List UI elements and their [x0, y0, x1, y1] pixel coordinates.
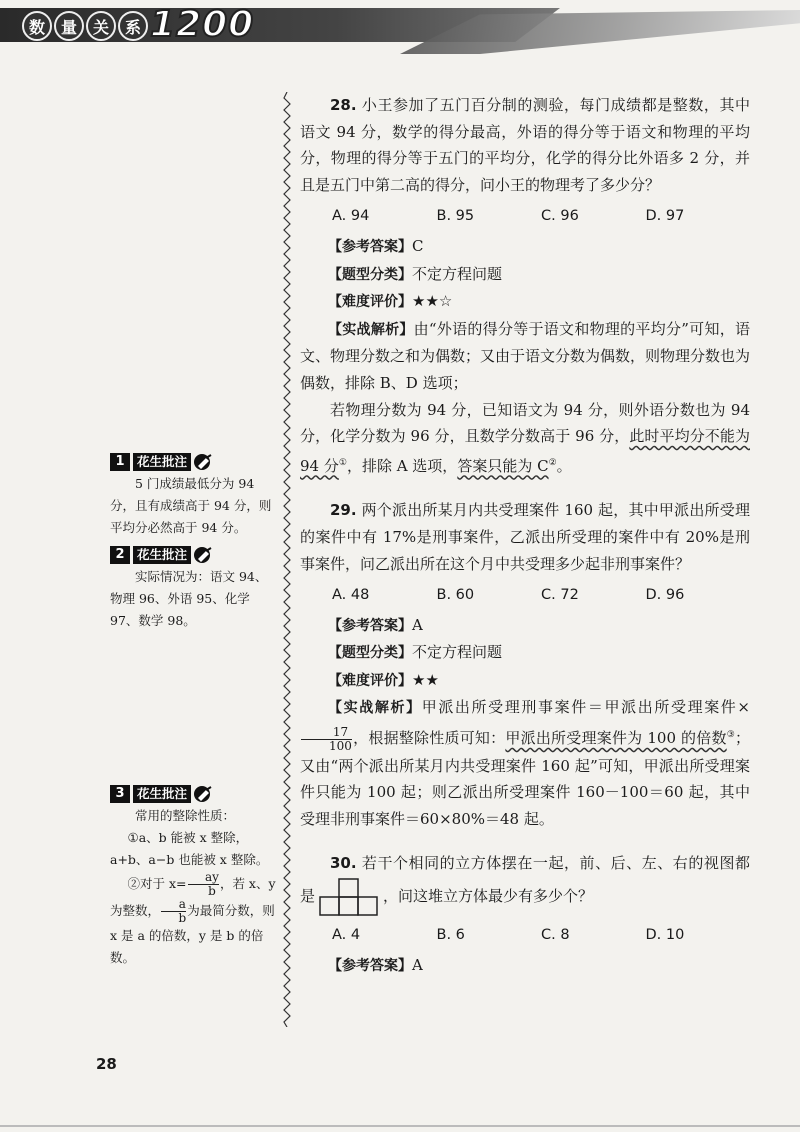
answer-value: C: [412, 236, 424, 255]
fraction-numerator: ay: [205, 870, 219, 884]
question-29: [300, 497, 750, 832]
fraction-denominator: b: [208, 884, 216, 898]
type-label: 【题型分类】: [328, 266, 412, 283]
spacer: [300, 832, 750, 850]
type-label: 【题型分类】: [328, 645, 412, 662]
answer-row: [328, 233, 750, 261]
question-text: [300, 497, 750, 577]
note-text: ①a、b 能被 x 整除，a+b、a−b 也能被 x 整除。: [110, 830, 269, 867]
note-number: 3: [110, 785, 130, 803]
analysis-text: [300, 397, 750, 480]
fraction: [301, 726, 352, 753]
type-row: [328, 639, 750, 667]
wavy-underline-text: 答案只能为 C: [457, 456, 549, 475]
type-row: [328, 261, 750, 289]
fraction: [161, 898, 186, 925]
question-body: 小王参加了五门百分制的测验，每门成绩都是整数，其中语文 94 分，数学的得分最高，外语的得分等于语文和物理的平均分，物理的得分等于五门的平均分，化学的得分比外语多 2 分，并且是五门中第二高的得分，问小王的物理考了多少分？: [300, 96, 750, 194]
analysis-part: ；又由“两个派出所某月内共受理案件 160 起”可知，甲派出所受理案件只能为 100 起；则乙派出所受理案件 160－100＝60 起，其中受理非刑事案件＝60×80%＝48 起。: [300, 729, 750, 828]
question-body: ，问这堆立方体最少有多少个？: [383, 886, 594, 905]
question-body: 若干个相同的立方体摆在一起，前、后、左、右的视图都是: [300, 854, 750, 905]
analysis-part: 甲派出所受理刑事案件＝甲派出所受理案件×: [421, 698, 750, 717]
fraction-denominator: 100: [329, 738, 352, 753]
footnote-marker: ①: [338, 457, 347, 468]
note-number: 1: [110, 453, 130, 471]
option-d: D. 10: [645, 926, 685, 943]
note-text-part: ②对于 x=: [127, 876, 187, 891]
question-30: [300, 850, 750, 979]
option-c: C. 96: [541, 208, 579, 225]
answer-label: 【参考答案】: [328, 617, 412, 634]
spacer: [300, 479, 750, 497]
answer-value: A: [412, 615, 423, 634]
pen-icon: [193, 453, 215, 471]
header-char: 关: [86, 11, 116, 41]
footnote-marker: ③: [726, 730, 735, 741]
fraction-numerator: a: [178, 897, 186, 911]
note-text: [110, 871, 278, 969]
answer-row: [328, 952, 750, 980]
side-note-1: [110, 453, 278, 539]
fraction-denominator: b: [178, 911, 187, 925]
question-number: 30.: [330, 854, 357, 873]
question-body: 两个派出所某月内共受理案件 160 起，其中甲派出所受理的案件中有 17%是刑事案件，乙派出所受理的案件中有 20%是刑事案件，问乙派出所在这个月中共受理多少起非刑事案件？: [300, 501, 750, 573]
pen-icon: [193, 785, 215, 803]
option-a: A. 48: [332, 587, 370, 604]
type-value: 不定方程问题: [412, 264, 503, 283]
answer-label: 【参考答案】: [328, 957, 412, 974]
analysis-label: 【实战解析】: [328, 321, 414, 338]
analysis-text: [300, 694, 750, 832]
wavy-underline-text: 甲派出所受理案件为 100 的倍数: [505, 729, 727, 748]
fraction-numerator: 17: [332, 724, 349, 739]
note-header: [110, 785, 278, 803]
option-b: B. 6: [436, 926, 465, 943]
bottom-rule: [0, 1125, 800, 1127]
difficulty-label: 【难度评价】: [328, 672, 412, 689]
option-a: A. 4: [332, 926, 361, 943]
options: [332, 203, 750, 230]
question-text: [300, 850, 750, 917]
option-c: C. 8: [541, 926, 570, 943]
note-text: 实际情况为：语文 94、物理 96、外语 95、化学 97、数学 98。: [110, 569, 268, 628]
note-header: [110, 453, 278, 471]
side-note-2: [110, 546, 278, 632]
option-a: A. 94: [332, 208, 370, 225]
difficulty-stars: ★★: [412, 670, 439, 689]
option-c: C. 72: [541, 587, 579, 604]
note-header: [110, 546, 278, 564]
note-title: 花生批注: [133, 453, 191, 471]
note-text: 常用的整除性质：: [135, 808, 236, 823]
analysis-body: 由“外语的得分等于语文和物理的平均分”可知，语文、物理分数之和为偶数；又由于语文分数为偶数，则物理分数也为偶数，排除 B、D 选项；: [300, 319, 751, 392]
analysis-part: ，排除 A 选项，: [346, 456, 458, 475]
main-content: [300, 92, 750, 979]
note-title: 花生批注: [133, 785, 191, 803]
header-char: 系: [118, 11, 148, 41]
option-b: B. 60: [436, 587, 475, 604]
note-title: 花生批注: [133, 546, 191, 564]
header-number: 1200: [150, 4, 255, 45]
header-char: 数: [22, 11, 52, 41]
note-number: 2: [110, 546, 130, 564]
side-note-3: [110, 785, 278, 969]
difficulty-row: [328, 667, 750, 695]
wavy-underline-text: 此时平均分不能为 94 分: [300, 427, 750, 475]
analysis-text: [300, 316, 750, 397]
cube-view-figure: [317, 877, 381, 917]
question-text: [300, 92, 750, 198]
analysis-label: 【实战解析】: [328, 700, 422, 717]
options: [332, 922, 750, 949]
note-text-part: 为最简分数，则 x 是 a 的倍数，y 是 b 的倍数。: [110, 903, 275, 965]
fraction: [188, 871, 219, 898]
option-b: B. 95: [436, 208, 475, 225]
difficulty-row: [328, 288, 750, 316]
question-number: 28.: [330, 96, 357, 114]
option-d: D. 97: [645, 208, 685, 225]
analysis-part: 。: [556, 456, 572, 475]
question-28: [300, 92, 750, 479]
page-number: 28: [96, 1055, 117, 1073]
question-number: 29.: [330, 501, 357, 520]
options: [332, 582, 750, 609]
footnote-marker: ②: [548, 457, 557, 468]
answer-value: A: [412, 955, 423, 974]
header-char: 量: [54, 11, 84, 41]
pen-icon: [193, 546, 215, 564]
column-divider: [281, 92, 293, 1027]
difficulty-stars: ★★☆: [412, 292, 453, 311]
page-header: [0, 0, 800, 60]
header-title: [22, 11, 148, 41]
type-value: 不定方程问题: [412, 643, 503, 662]
analysis-part: ，根据整除性质可知：: [352, 729, 506, 748]
answer-label: 【参考答案】: [328, 238, 412, 255]
analysis-part: 若物理分数为 94 分，已知语文为 94 分，则外语分数也为 94 分，化学分数为 96 分，且数学分数高于 96 分，: [300, 400, 750, 446]
note-text-part: ，若 x、y 为整数，: [110, 876, 276, 918]
note-text: 5 门成绩最低分为 94 分，且有成绩高于 94 分，则平均分必然高于 94 分。: [110, 476, 272, 535]
answer-row: [328, 612, 750, 640]
option-d: D. 96: [645, 587, 685, 604]
difficulty-label: 【难度评价】: [328, 294, 412, 311]
